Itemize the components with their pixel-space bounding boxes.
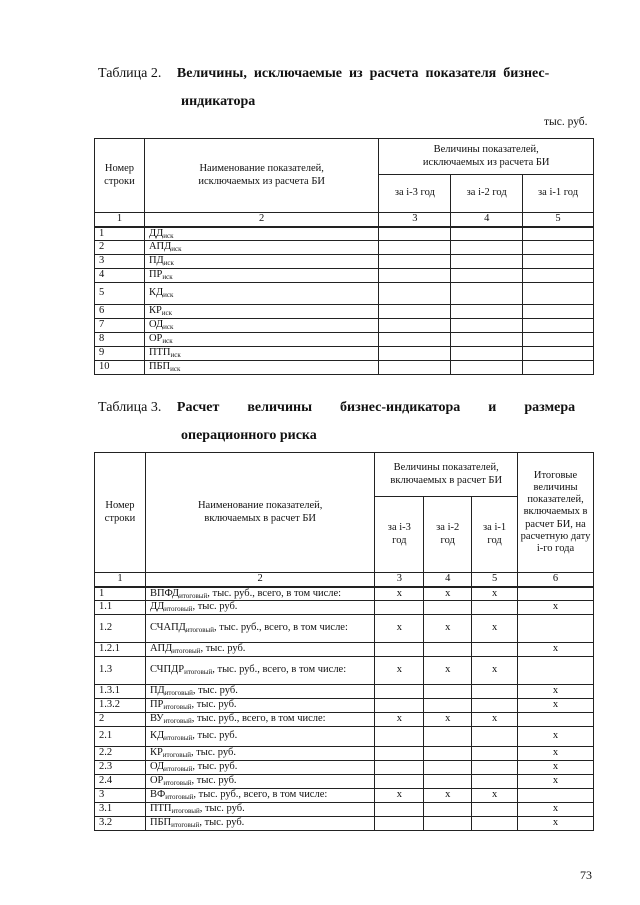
table2-colnum: 3 [379, 213, 451, 227]
indicator-subscript: итоговый [171, 807, 200, 816]
value-cell [451, 361, 523, 375]
table3-head-year-2: за i-2 год [424, 497, 472, 573]
table3-head-total: Итоговые величины показателей, включаемых в расчет БИ, на расчетную дату i-го года [518, 453, 594, 573]
value-cell [375, 747, 424, 761]
row-number: 1.3 [95, 657, 146, 685]
indicator-subscript: иск [163, 259, 174, 268]
table2-title-line1: Величины, исключаемые из расчета показателя бизнес- [176, 66, 550, 81]
value-cell [472, 699, 518, 713]
row-number: 3 [95, 255, 145, 269]
value-cell [472, 761, 518, 775]
value-cell [379, 255, 451, 269]
row-number: 4 [95, 269, 145, 283]
value-cell [472, 817, 518, 831]
total-cell: x [518, 747, 594, 761]
table3-head-group: Величины показателей, включаемых в расчет БИ [375, 453, 518, 497]
indicator-name [145, 587, 374, 601]
indicator-code: СЧПДР [149, 664, 185, 676]
value-cell [451, 319, 523, 333]
indicator-name [145, 817, 374, 831]
table2-head-year-2: за i-2 год [451, 175, 523, 213]
table3-colnum: 2 [145, 573, 374, 587]
table2-caption: Таблица 2. [98, 66, 162, 81]
row-number: 1.2 [95, 615, 146, 643]
row-number: 3.2 [95, 817, 146, 831]
table3-head-year-3: за i-1 год [472, 497, 518, 573]
indicator-code: ПР [149, 699, 164, 711]
table2-row [95, 255, 594, 269]
table3-row [95, 657, 594, 685]
total-cell: x [518, 685, 594, 699]
value-cell: x [424, 615, 472, 643]
indicator-code: ОД [149, 761, 165, 773]
value-cell [424, 761, 472, 775]
table2-head-year-1: за i-3 год [379, 175, 451, 213]
value-cell [472, 601, 518, 615]
table2-colnum: 2 [144, 213, 378, 227]
table3-colnum: 4 [424, 573, 472, 587]
indicator-name [145, 615, 374, 643]
row-number: 7 [95, 319, 145, 333]
indicator-code: АПД [148, 241, 172, 253]
indicator-name [145, 643, 374, 657]
indicator-code: СЧАПД [149, 622, 186, 634]
table2-head-group: Величины показателей, исключаемых из расчета БИ [379, 139, 594, 175]
table2-colnum-row [95, 213, 594, 227]
table2-head-num: Номер строки [95, 139, 145, 213]
table3-row [95, 699, 594, 713]
table3-row [95, 789, 594, 803]
table3-title-line1: Расчет величины бизнес-индикатора и размера [176, 400, 576, 415]
indicator-subscript: итоговый [179, 591, 208, 600]
value-cell [424, 601, 472, 615]
row-number: 9 [95, 347, 145, 361]
indicator-subscript: итоговый [162, 751, 191, 760]
indicator-code: ОД [148, 319, 164, 331]
value-cell [375, 775, 424, 789]
indicator-rest: , тыс. руб. [199, 803, 245, 815]
indicator-subscript: иск [171, 245, 182, 254]
indicator-name [145, 713, 374, 727]
indicator-code: ПТП [148, 347, 171, 359]
value-cell [451, 333, 523, 347]
table3-head-name: Наименование показателей, включаемых в расчет БИ [145, 453, 374, 573]
row-number: 1 [95, 587, 146, 601]
value-cell [379, 269, 451, 283]
indicator-rest: , тыс. руб. [192, 685, 238, 697]
value-cell [424, 699, 472, 713]
value-cell: x [472, 713, 518, 727]
row-number: 6 [95, 305, 145, 319]
value-cell [375, 803, 424, 817]
value-cell [375, 727, 424, 747]
table3-title-line2: операционного риска [181, 428, 317, 443]
indicator-subscript: итоговый [163, 703, 192, 712]
indicator-subscript: иск [162, 337, 173, 346]
table2-head-name: Наименование показателей, исключаемых из расчета БИ [144, 139, 378, 213]
row-number: 2.1 [95, 727, 146, 747]
indicator-name [144, 319, 378, 333]
value-cell [523, 305, 594, 319]
indicator-rest: , тыс. руб. [190, 747, 236, 759]
indicator-name [145, 657, 374, 685]
indicator-subscript: иск [170, 365, 181, 374]
indicator-code: ПД [148, 255, 164, 267]
value-cell [451, 305, 523, 319]
total-cell [518, 713, 594, 727]
indicator-subscript: итоговый [185, 626, 215, 635]
indicator-name [145, 747, 374, 761]
indicator-name [145, 789, 374, 803]
value-cell [379, 333, 451, 347]
value-cell [379, 319, 451, 333]
indicator-name [145, 601, 374, 615]
indicator-subscript: итоговый [163, 779, 192, 788]
value-cell [472, 747, 518, 761]
table2-head-year-3: за i-1 год [523, 175, 594, 213]
indicator-code: ОР [149, 775, 164, 787]
value-cell [375, 761, 424, 775]
row-number: 2 [95, 713, 146, 727]
indicator-name [144, 283, 378, 305]
table2-row [95, 241, 594, 255]
value-cell: x [375, 587, 424, 601]
indicator-name [144, 305, 378, 319]
value-cell: x [375, 713, 424, 727]
table2-row [95, 283, 594, 305]
value-cell [523, 319, 594, 333]
indicator-rest: , тыс. руб. [192, 761, 238, 773]
value-cell [424, 685, 472, 699]
indicator-code: АПД [149, 643, 173, 655]
value-cell: x [472, 789, 518, 803]
value-cell [523, 227, 594, 241]
value-cell: x [424, 789, 472, 803]
row-number: 8 [95, 333, 145, 347]
indicator-code: КР [149, 747, 163, 759]
row-number: 1.1 [95, 601, 146, 615]
indicator-rest: , тыс. руб., всего, в том числе: [191, 713, 326, 725]
indicator-name [145, 775, 374, 789]
total-cell: x [518, 699, 594, 713]
total-cell [518, 615, 594, 643]
page-number: 73 [580, 868, 592, 882]
value-cell [523, 269, 594, 283]
table2-row [95, 347, 594, 361]
indicator-code: ПБП [149, 817, 172, 829]
row-number: 3.1 [95, 803, 146, 817]
table3-title [98, 400, 598, 416]
value-cell: x [375, 615, 424, 643]
indicator-name [144, 361, 378, 375]
indicator-code: КД [148, 287, 164, 299]
value-cell [424, 747, 472, 761]
indicator-name [145, 803, 374, 817]
row-number: 1.3.1 [95, 685, 146, 699]
table2-title-line2: индикатора [181, 94, 256, 109]
indicator-code: ВУ [149, 713, 164, 725]
value-cell: x [424, 657, 472, 685]
indicator-subscript: итоговый [165, 793, 194, 802]
table3-row [95, 775, 594, 789]
table3-row [95, 615, 594, 643]
indicator-subscript: итоговый [164, 765, 193, 774]
row-number: 1.3.2 [95, 699, 146, 713]
row-number: 2 [95, 241, 145, 255]
value-cell [472, 643, 518, 657]
units-label: тыс. руб. [544, 116, 588, 128]
table3-colnum: 5 [472, 573, 518, 587]
total-cell [518, 657, 594, 685]
table3-colnum-row [95, 573, 594, 587]
value-cell [375, 685, 424, 699]
value-cell [379, 241, 451, 255]
indicator-code: КД [149, 730, 165, 742]
indicator-rest: , тыс. руб., всего, в том числе: [214, 622, 348, 634]
total-cell: x [518, 761, 594, 775]
total-cell: x [518, 727, 594, 747]
table2-title [98, 66, 598, 82]
table3-head-num: Номер строки [95, 453, 146, 573]
row-number: 2.4 [95, 775, 146, 789]
indicator-name [144, 333, 378, 347]
indicator-name [145, 761, 374, 775]
value-cell [523, 255, 594, 269]
table2-colnum: 1 [95, 213, 145, 227]
indicator-subscript: итоговый [164, 605, 193, 614]
indicator-code: ПТП [149, 803, 172, 815]
value-cell: x [424, 713, 472, 727]
table2-colnum: 5 [523, 213, 594, 227]
table3-row [95, 761, 594, 775]
table3-head-year-1: за i-3 год [375, 497, 424, 573]
indicator-rest: , тыс. руб., всего, в том числе: [207, 587, 342, 599]
table3-row [95, 817, 594, 831]
indicator-subscript: итоговый [184, 668, 213, 677]
total-cell [518, 789, 594, 803]
value-cell [424, 817, 472, 831]
table2-row [95, 319, 594, 333]
table3-colnum: 6 [518, 573, 594, 587]
value-cell [451, 283, 523, 305]
total-cell: x [518, 643, 594, 657]
indicator-rest: , тыс. руб. [192, 730, 238, 742]
value-cell [451, 347, 523, 361]
table2-row [95, 227, 594, 241]
total-cell: x [518, 601, 594, 615]
value-cell: x [472, 615, 518, 643]
indicator-subscript: итоговый [172, 647, 201, 656]
indicator-rest: , тыс. руб. [200, 643, 246, 655]
value-cell [523, 347, 594, 361]
row-number: 2.2 [95, 747, 146, 761]
indicator-subscript: итоговый [164, 689, 193, 698]
value-cell [375, 643, 424, 657]
table2-row [95, 333, 594, 347]
table2-row [95, 305, 594, 319]
indicator-rest: , тыс. руб. [192, 601, 238, 613]
value-cell [424, 775, 472, 789]
row-number: 10 [95, 361, 145, 375]
value-cell: x [375, 789, 424, 803]
value-cell [379, 283, 451, 305]
table3-row [95, 587, 594, 601]
value-cell [472, 727, 518, 747]
value-cell [375, 699, 424, 713]
table3-colnum: 1 [95, 573, 146, 587]
value-cell [451, 241, 523, 255]
indicator-code: ВПФД [149, 587, 180, 599]
row-number: 1.2.1 [95, 643, 146, 657]
value-cell [379, 227, 451, 241]
value-cell [451, 255, 523, 269]
indicator-name [145, 699, 374, 713]
value-cell [523, 333, 594, 347]
value-cell [451, 227, 523, 241]
indicator-rest: , тыс. руб. [191, 775, 237, 787]
value-cell [379, 347, 451, 361]
indicator-name [144, 269, 378, 283]
table2-row [95, 269, 594, 283]
indicator-name [144, 227, 378, 241]
value-cell: x [472, 587, 518, 601]
value-cell [472, 803, 518, 817]
total-cell: x [518, 775, 594, 789]
indicator-subscript: иск [163, 291, 174, 300]
value-cell [424, 803, 472, 817]
value-cell [523, 283, 594, 305]
value-cell [523, 241, 594, 255]
table3-row [95, 643, 594, 657]
value-cell [379, 305, 451, 319]
indicator-subscript: иск [161, 309, 173, 318]
total-cell [518, 587, 594, 601]
table3-row [95, 747, 594, 761]
indicator-rest: , тыс. руб. [199, 817, 245, 829]
value-cell [375, 817, 424, 831]
indicator-subscript: иск [163, 323, 174, 332]
table2-row [95, 361, 594, 375]
value-cell [451, 269, 523, 283]
indicator-subscript: итоговый [163, 717, 192, 726]
indicator-rest: , тыс. руб., всего, в том числе: [193, 789, 328, 801]
row-number: 1 [95, 227, 145, 241]
table3-caption: Таблица 3. [98, 400, 162, 415]
indicator-subscript: иск [170, 351, 181, 360]
row-number: 5 [95, 283, 145, 305]
row-number: 3 [95, 789, 146, 803]
value-cell [472, 775, 518, 789]
total-cell: x [518, 803, 594, 817]
indicator-name [144, 255, 378, 269]
table3 [94, 452, 594, 831]
indicator-name [144, 241, 378, 255]
indicator-name [145, 727, 374, 747]
table2 [94, 138, 594, 375]
value-cell [424, 727, 472, 747]
table3-row [95, 601, 594, 615]
indicator-code: ВФ [149, 789, 166, 801]
value-cell [379, 361, 451, 375]
table2-colnum: 4 [451, 213, 523, 227]
indicator-code: ПР [148, 269, 163, 281]
indicator-subscript: иск [163, 231, 174, 240]
value-cell: x [424, 587, 472, 601]
value-cell: x [472, 657, 518, 685]
indicator-code: ПД [149, 685, 165, 697]
indicator-code: ОР [148, 333, 163, 345]
indicator-code: ПБП [148, 361, 171, 373]
table3-row [95, 713, 594, 727]
value-cell: x [375, 657, 424, 685]
table3-colnum: 3 [375, 573, 424, 587]
value-cell [523, 361, 594, 375]
value-cell [424, 643, 472, 657]
total-cell: x [518, 817, 594, 831]
table3-row [95, 727, 594, 747]
table3-row [95, 803, 594, 817]
indicator-name [145, 685, 374, 699]
indicator-code: КР [148, 305, 162, 317]
indicator-code: ДД [148, 227, 164, 239]
indicator-subscript: итоговый [164, 734, 193, 743]
indicator-subscript: итоговый [171, 821, 200, 830]
indicator-name [144, 347, 378, 361]
indicator-subscript: иск [162, 273, 173, 282]
indicator-rest: , тыс. руб., всего, в том числе: [212, 664, 347, 676]
value-cell [472, 685, 518, 699]
indicator-rest: , тыс. руб. [191, 699, 237, 711]
value-cell [375, 601, 424, 615]
table3-row [95, 685, 594, 699]
indicator-code: ДД [149, 601, 165, 613]
row-number: 2.3 [95, 761, 146, 775]
